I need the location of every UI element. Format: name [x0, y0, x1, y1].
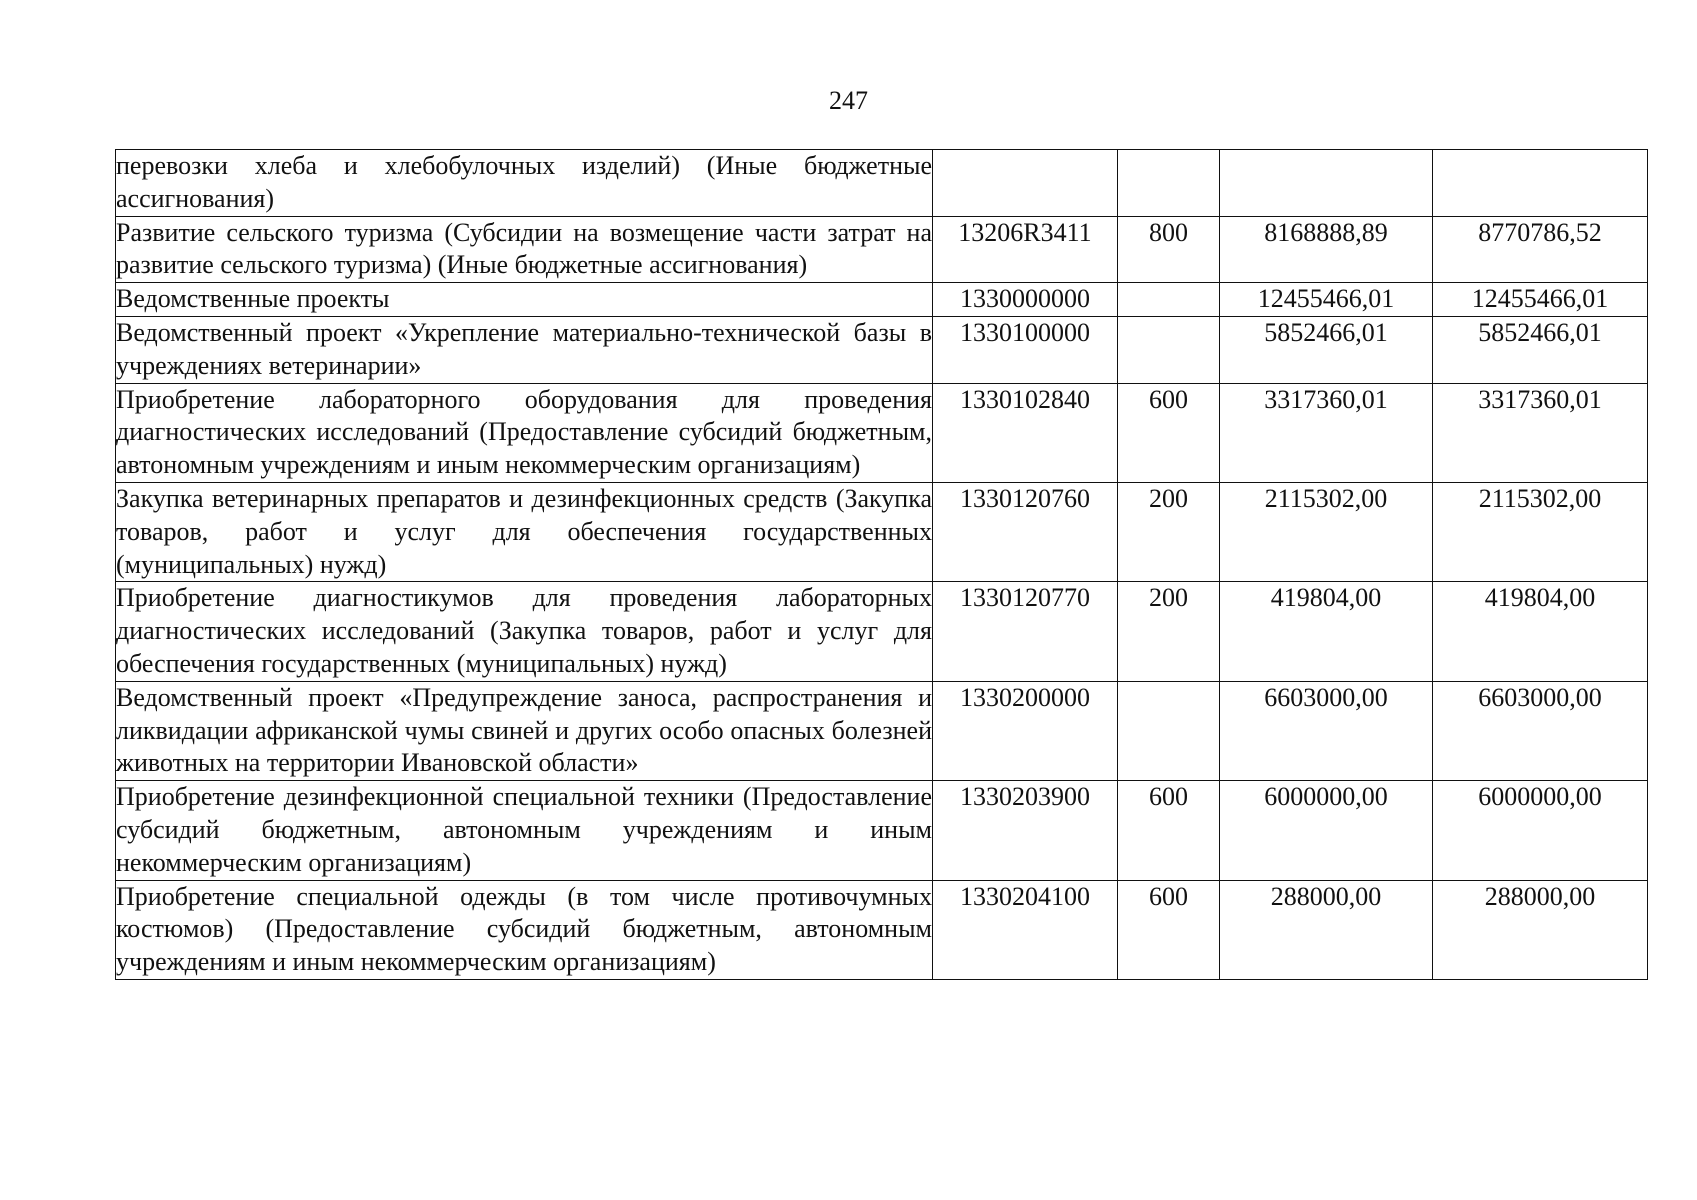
row-amount-2: 12455466,01 [1433, 283, 1648, 317]
row-amount-2: 6603000,00 [1433, 681, 1648, 780]
row-amount-2: 5852466,01 [1433, 316, 1648, 383]
table-row [116, 681, 1648, 780]
row-amount-1: 6000000,00 [1220, 781, 1433, 880]
table-row [116, 316, 1648, 383]
row-code: 1330120770 [933, 582, 1118, 681]
row-amount-1: 5852466,01 [1220, 316, 1433, 383]
row-amount-1: 6603000,00 [1220, 681, 1433, 780]
row-amount-2: 6000000,00 [1433, 781, 1648, 880]
table-row [116, 283, 1648, 317]
row-expense-type [1118, 150, 1220, 217]
row-amount-1: 8168888,89 [1220, 216, 1433, 283]
row-description: Закупка ветеринарных препаратов и дезинфекционных средств (Закупка товаров, работ и услуг для обеспечения государственных (муниципальных) нужд) [116, 482, 933, 581]
row-expense-type: 600 [1118, 383, 1220, 482]
table-row [116, 150, 1648, 217]
row-amount-1: 288000,00 [1220, 880, 1433, 979]
row-amount-1: 2115302,00 [1220, 482, 1433, 581]
row-code: 1330100000 [933, 316, 1118, 383]
row-code: 1330120760 [933, 482, 1118, 581]
table-row [116, 781, 1648, 880]
row-description: Ведомственный проект «Предупреждение заноса, распространения и ликвидации африканской чумы свиней и других особо опасных болезней животных на территории Ивановской области» [116, 681, 933, 780]
row-code: 1330102840 [933, 383, 1118, 482]
table-row [116, 582, 1648, 681]
row-code [933, 150, 1118, 217]
row-code: 1330203900 [933, 781, 1118, 880]
row-description: перевозки хлеба и хлебобулочных изделий) (Иные бюджетные ассигнования) [116, 150, 933, 217]
row-description: Ведомственные проекты [116, 283, 933, 317]
row-code: 1330000000 [933, 283, 1118, 317]
row-amount-2: 3317360,01 [1433, 383, 1648, 482]
row-amount-2: 419804,00 [1433, 582, 1648, 681]
row-description: Приобретение диагностикумов для проведения лабораторных диагностических исследований (Закупка товаров, работ и услуг для обеспечения государственных (муниципальных) нужд) [116, 582, 933, 681]
row-amount-1: 419804,00 [1220, 582, 1433, 681]
row-amount-2: 8770786,52 [1433, 216, 1648, 283]
row-expense-type: 800 [1118, 216, 1220, 283]
row-amount-1: 12455466,01 [1220, 283, 1433, 317]
row-expense-type: 200 [1118, 582, 1220, 681]
row-expense-type: 600 [1118, 781, 1220, 880]
table-row [116, 880, 1648, 979]
row-amount-2: 2115302,00 [1433, 482, 1648, 581]
row-amount-2: 288000,00 [1433, 880, 1648, 979]
row-expense-type: 600 [1118, 880, 1220, 979]
row-code: 1330200000 [933, 681, 1118, 780]
table-row [116, 482, 1648, 581]
row-amount-1: 3317360,01 [1220, 383, 1433, 482]
row-expense-type [1118, 316, 1220, 383]
row-description: Приобретение специальной одежды (в том числе противочумных костюмов) (Предоставление субсидий бюджетным, автономным учреждениям и иным некоммерческим организациям) [116, 880, 933, 979]
table-row [116, 216, 1648, 283]
budget-table [115, 149, 1648, 980]
page-number: 247 [829, 86, 868, 115]
row-code: 1330204100 [933, 880, 1118, 979]
row-expense-type [1118, 681, 1220, 780]
row-description: Ведомственный проект «Укрепление материально-технической базы в учреждениях ветеринарии» [116, 316, 933, 383]
row-description: Приобретение лабораторного оборудования для проведения диагностических исследований (Предоставление субсидий бюджетным, автономным учреждениям и иным некоммерческим организациям) [116, 383, 933, 482]
row-expense-type: 200 [1118, 482, 1220, 581]
row-expense-type [1118, 283, 1220, 317]
row-amount-1 [1220, 150, 1433, 217]
row-code: 13206R3411 [933, 216, 1118, 283]
table-row [116, 383, 1648, 482]
row-description: Приобретение дезинфекционной специальной техники (Предоставление субсидий бюджетным, автономным учреждениям и иным некоммерческим организациям) [116, 781, 933, 880]
row-amount-2 [1433, 150, 1648, 217]
row-description: Развитие сельского туризма (Субсидии на возмещение части затрат на развитие сельского туризма) (Иные бюджетные ассигнования) [116, 216, 933, 283]
